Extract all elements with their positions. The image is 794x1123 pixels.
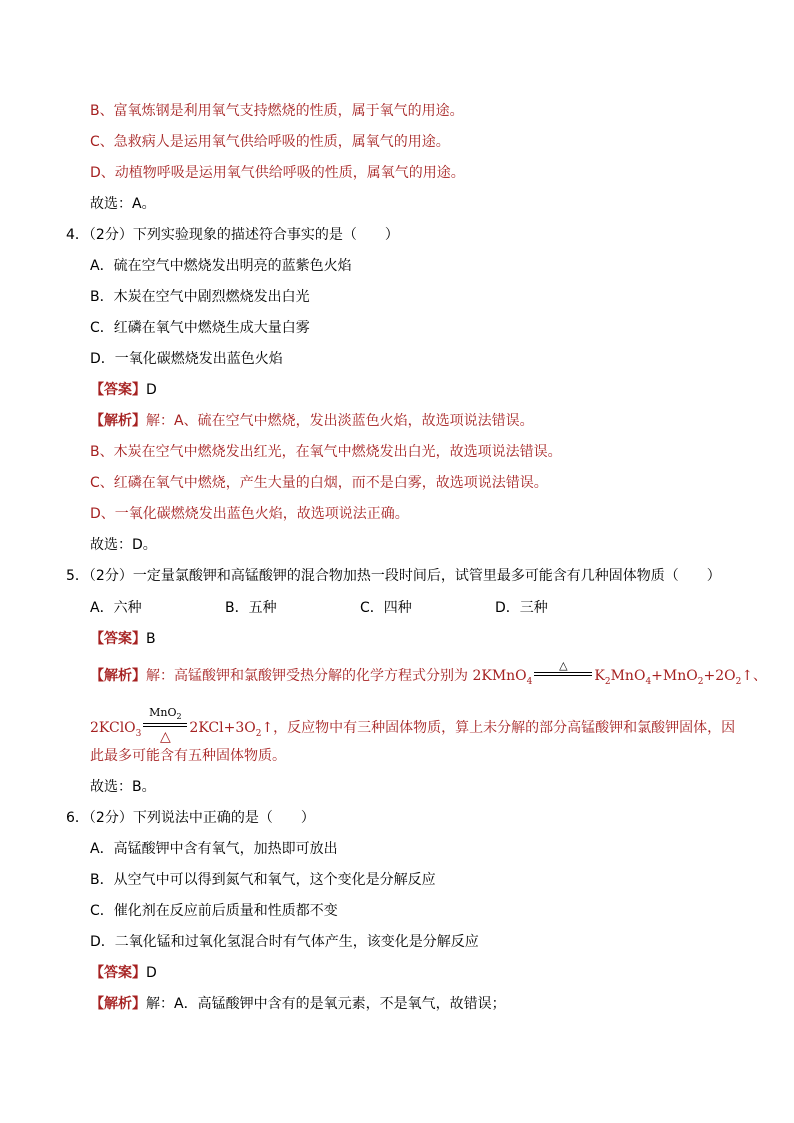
q6-option-b: B．从空气中可以得到氮气和氧气，这个变化是分解反应 bbox=[90, 872, 436, 888]
q5-analysis-line-2 bbox=[90, 706, 736, 745]
q4-option-d: D．一氧化碳燃烧发出蓝色火焰 bbox=[90, 351, 283, 367]
q6-answer bbox=[90, 963, 157, 983]
delta-sign: △ bbox=[160, 729, 171, 745]
catalyst-heat-condition bbox=[143, 706, 187, 745]
q5-analysis-line-1 bbox=[90, 659, 768, 692]
analysis-intro: 解：高锰酸钾和氯酸钾受热分解的化学方程式分别为 bbox=[146, 668, 468, 684]
q4-stem: 4．（2分）下列实验现象的描述符合事实的是（ ） bbox=[66, 227, 399, 243]
q6-option-c: C．催化剂在反应前后质量和性质都不变 bbox=[90, 903, 338, 919]
answer-tag: 【答案】 bbox=[90, 965, 146, 981]
q4-analysis-line-2: B、木炭在空气中燃烧发出红光，在氧气中燃烧发出白光，故选项说法错误。 bbox=[90, 444, 562, 460]
q4-answer bbox=[90, 380, 157, 400]
q6-option-a: A．高锰酸钾中含有氧气，加热即可放出 bbox=[90, 841, 338, 857]
q5-stem: 5．（2分）一定量氯酸钾和高锰酸钾的混合物加热一段时间后，试管里最多可能含有几种固体物质（ ） bbox=[66, 568, 721, 584]
q5-answer bbox=[90, 629, 156, 649]
q6-stem: 6．（2分）下列说法中正确的是（ ） bbox=[66, 810, 315, 826]
prev-analysis-c: C、急救病人是运用氧气供给呼吸的性质，属氧气的用途。 bbox=[90, 134, 450, 150]
kclo3-equation: 2KClO$_3$ MnO$_2$ △ $2KCl+3O_2↑$ bbox=[90, 706, 274, 745]
q5-option-b: B．五种 bbox=[225, 600, 277, 616]
analysis-text: 解：A．高锰酸钾中含有的是氧元素，不是氧气，故错误； bbox=[146, 996, 506, 1012]
analysis-tag: 【解析】 bbox=[90, 996, 146, 1012]
delta-sign: △ bbox=[559, 659, 568, 672]
q4-option-b: B．木炭在空气中剧烈燃烧发出白光 bbox=[90, 289, 310, 305]
answer-value: D bbox=[146, 382, 157, 398]
prev-choice: 故选：A。 bbox=[90, 196, 156, 212]
answer-value: B bbox=[146, 631, 156, 647]
q5-choice: 故选：B。 bbox=[90, 779, 156, 795]
prev-analysis-b: B、富氧炼钢是利用氧气支持燃烧的性质，属于氧气的用途。 bbox=[90, 103, 464, 119]
q4-option-c: C．红磷在氧气中燃烧生成大量白雾 bbox=[90, 320, 310, 336]
q6-option-d: D．二氧化锰和过氧化氢混合时有气体产生，该变化是分解反应 bbox=[90, 934, 479, 950]
q4-choice: 故选：D。 bbox=[90, 537, 157, 553]
q5-options bbox=[90, 598, 630, 618]
answer-value: D bbox=[146, 965, 157, 981]
q5-option-d: D．三种 bbox=[495, 600, 548, 616]
q4-option-a: A．硫在空气中燃烧发出明亮的蓝紫色火焰 bbox=[90, 258, 352, 274]
prev-analysis-d: D、动植物呼吸是运用氧气供给呼吸的性质，属氧气的用途。 bbox=[90, 165, 465, 181]
analysis-text: 解：A、硫在空气中燃烧，发出淡蓝色火焰，故选项说法错误。 bbox=[146, 413, 534, 429]
answer-tag: 【答案】 bbox=[90, 631, 146, 647]
q5-option-a: A．六种 bbox=[90, 600, 142, 616]
q6-analysis-line-1 bbox=[90, 994, 506, 1014]
analysis-tag: 【解析】 bbox=[90, 413, 146, 429]
q5-analysis-line-3: 此最多可能含有五种固体物质。 bbox=[90, 748, 286, 764]
heat-condition bbox=[534, 659, 592, 680]
q4-analysis-line-1 bbox=[90, 411, 534, 431]
catalyst-label: MnO$_2$ bbox=[149, 706, 182, 722]
q5-option-c: C．四种 bbox=[360, 600, 412, 616]
answer-tag: 【答案】 bbox=[90, 382, 146, 398]
analysis-tag: 【解析】 bbox=[90, 668, 146, 684]
q4-analysis-line-3: C、红磷在氧气中燃烧，产生大量的白烟，而不是白雾，故选项说法错误。 bbox=[90, 475, 548, 491]
q4-analysis-line-4: D、一氧化碳燃烧发出蓝色火焰，故选项说法正确。 bbox=[90, 506, 409, 522]
analysis-mid: ，反应物中有三种固体物质，算上未分解的部分高锰酸钾和氯酸钾固体，因 bbox=[273, 720, 736, 736]
kmno4-equation: 2KMnO$_4$ △ $K_2MnO_4+MnO_2+2O_2↑$、 bbox=[472, 659, 768, 687]
